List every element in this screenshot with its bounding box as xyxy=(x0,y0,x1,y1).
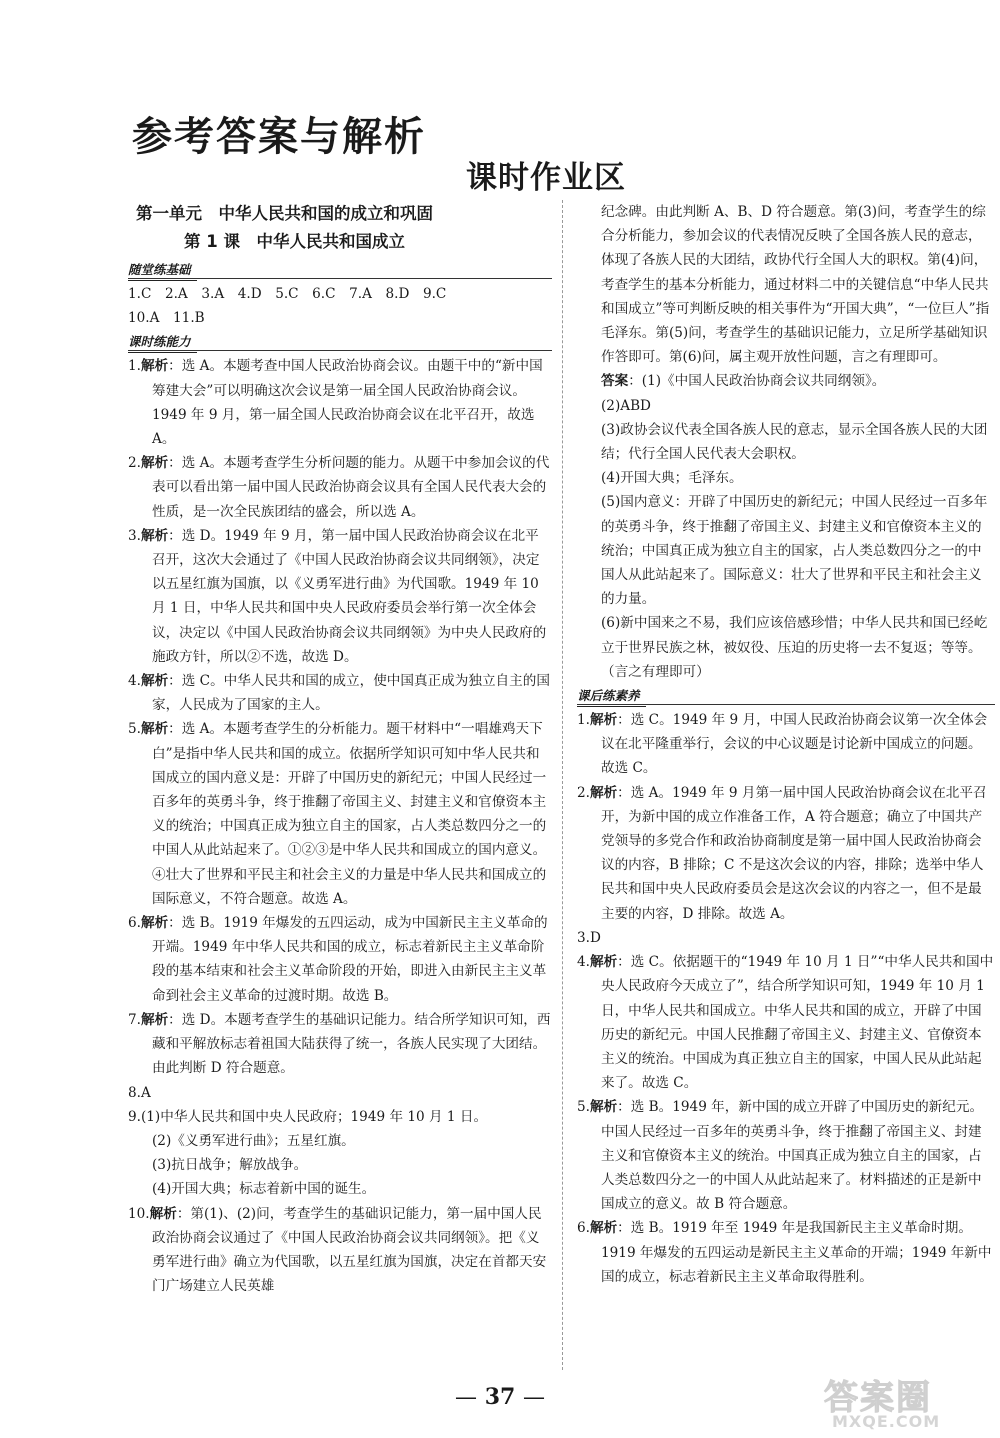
section-tag-row xyxy=(128,258,552,282)
answer-item xyxy=(577,708,995,781)
page-dash-left: — xyxy=(455,1385,478,1410)
item-text: ：选 B。1949 年，新中国的成立开辟了中国历史的新纪元。中国人民经过一百多年的英勇斗争，终于推翻了帝国主义、封建主义和官僚资本主义的统治。中国真正成为独立自主的国家，占人类总数四分之一的中国人从此站起来了。材料描述的正是新中国成立的意义。故 B 符合题意。 xyxy=(601,1099,984,1213)
section-tag-row xyxy=(577,684,995,708)
item-text: ：选 A。本题考查学生的分析能力。题干材料中“一唱雄鸡天下白”是指中华人民共和国的成立。依据所学知识可知中华人民共和国成立的国内意义是：开辟了中国历史的新纪元；中国人民经过一百多年的英勇斗争，终于推翻了帝国主义、封建主义和官僚资本主义的统治；中国真正成为独立自主的国家，占人类总数四分之一的中国人从此站起来了。①②③是中华人民共和国成立的国内意义。④壮大了世界和平民主和社会主义的力量是中华人民共和国成立的国际意义，不符合题意。故选 A。 xyxy=(152,721,547,907)
watermark-url: MXQE.COM xyxy=(832,1412,941,1431)
item-label: 解析 xyxy=(589,784,618,801)
answer-item xyxy=(577,1095,995,1216)
answer-item xyxy=(577,950,995,1095)
answer-item xyxy=(128,451,552,524)
item-text: ：选 C。1949 年 9 月，中国人民政治协商会议第一次全体会议在北平隆重举行，会议的中心议题是讨论新中国成立的问题。故选 C。 xyxy=(601,712,988,777)
item-number: 4. xyxy=(577,954,590,971)
answer-block-first xyxy=(577,369,995,393)
item-label: 解析 xyxy=(140,1011,169,1028)
main-title: 参考答案与解析 xyxy=(132,114,426,160)
answer-item xyxy=(128,354,552,451)
answer-line: (3)政协会议代表全国各族人民的意志，显示全国各族人民的大团结；代行全国人民代表大会职权。 xyxy=(601,421,988,463)
item-number: 10. xyxy=(128,1205,150,1222)
page-number-value: 37 xyxy=(484,1384,516,1410)
answer-item-8: 8.A xyxy=(128,1084,151,1101)
item-text: ：选 C。中华人民共和国的成立，使中国真正成为独立自主的国家，人民成为了国家的主人。 xyxy=(152,673,550,714)
continuation-text: 纪念碑。由此判断 A、B、D 符合题意。第(3)问，考查学生的综合分析能力，参加会议的代表情况反映了全国各族人民的意志，体现了各族人民的大团结，政协代行全国人大的职权。第(4)问，考查学生的基本分析能力，通过材料二中的关键信息“中华人民共和国成立”等可判断反映的相关事件为“开国大典”，“一位巨人”指毛泽东。第(5)问，考查学生的基础识记能力，立足所学基础知识作答即可。第(6)问，属主观开放性问题，言之有理即可。 xyxy=(601,204,990,366)
item-text: ：第(1)、(2)问，考查学生的基础识记能力，第一届中国人民政治协商会议通过了《中国人民政治协商会议共同纲领》。把《义勇军进行曲》确立为代国歌，以五星红旗为国旗，决定在首都天安门广场建立人民英雄 xyxy=(152,1205,547,1295)
answer-item xyxy=(577,781,995,926)
item-number: 1. xyxy=(128,358,141,375)
item-label: 解析 xyxy=(140,915,169,932)
basic-answers-line-2: 10.A 11.B xyxy=(128,310,205,327)
item-label: 解析 xyxy=(140,358,169,375)
item-text: ：选 C。依据题干的“1949 年 10 月 1 日”“中华人民共和国中央人民政府今天成立了”，结合所学知识可知，1949 年 10 月 1 日，中华人民共和国成立。中华人民共和国的成立，开辟了中国历史的新纪元。中国人民推翻了帝国主义、封建主义、官僚资本主义的统治。中国成为真正独立自主的国家，中国人民从此站起来了。故选 C。 xyxy=(601,954,994,1092)
answer-item xyxy=(128,524,552,669)
answer-item-9-line: (4)开国大典；标志着新中国的诞生。 xyxy=(152,1181,376,1198)
column-divider xyxy=(562,200,563,1370)
item-number: 5. xyxy=(577,1099,590,1116)
answer-item xyxy=(128,717,552,911)
answer-item xyxy=(577,1216,995,1289)
item-text: ：选 A。1949 年 9 月第一届中国人民政治协商会议在北平召开，为新中国的成立作准备工作，A 符合题意；确立了中国共产党领导的多党合作和政治协商制度是第一届中国人民政治协商会议的内容，B 排除；C 不是这次会议的内容，排除；选举中华人民共和国中央人民政府委员会是这次会议的内容之一，但不是最主要的内容，D 排除。故选 A。 xyxy=(601,784,987,922)
watermark-text: 答案圈 xyxy=(824,1378,932,1418)
item-number: 7. xyxy=(128,1011,141,1028)
item-label: 解析 xyxy=(140,527,169,544)
answer-item-9-line: (3)抗日战争；解放战争。 xyxy=(152,1157,308,1174)
item-label: 解析 xyxy=(149,1205,177,1222)
lesson-heading: 第 1 课 中华人民共和国成立 xyxy=(184,232,405,251)
item-label: 解析 xyxy=(140,455,169,472)
unit-heading: 第一单元 中华人民共和国的成立和巩固 xyxy=(136,204,433,223)
watermark-logo xyxy=(818,1370,994,1432)
item-label: 解析 xyxy=(589,954,618,971)
item-number: 5. xyxy=(128,721,141,738)
item-text: ：选 A。本题考查中国人民政治协商会议。由题干中的“新中国筹建大会”可以明确这次会议是第一届全国人民政治协商会议。1949 年 9 月，第一届全国人民政治协商会议在北平召开，故选 A。 xyxy=(152,358,543,448)
answer-item-9-line: (2)《义勇军进行曲》；五星红旗。 xyxy=(152,1132,355,1149)
item-number: 3. xyxy=(128,527,141,544)
right-column xyxy=(577,200,995,1289)
basic-answers-line-1: 1.C 2.A 3.A 4.D 5.C 6.C 7.A 8.D 9.C xyxy=(128,286,447,302)
item-number: 2. xyxy=(577,784,590,801)
answer-line: ：(1)《中国人民政治协商会议共同纲领》。 xyxy=(628,373,886,390)
item-label: 解析 xyxy=(589,1099,618,1116)
answer-item xyxy=(577,926,995,950)
item-text: ：选 A。本题考查学生分析问题的能力。从题干中参加会议的代表可以看出第一届中国人民政治协商会议具有全国人民代表大会的性质，是一次全民族团结的盛会，所以选 A。 xyxy=(152,455,550,520)
page-number xyxy=(455,1384,545,1410)
answer-item xyxy=(128,1008,552,1081)
answer-line: (2)ABD xyxy=(601,397,651,414)
section-title: 课时作业区 xyxy=(466,160,626,196)
item-label: 解析 xyxy=(140,721,169,738)
answer-item xyxy=(128,911,552,1008)
answer-line: (6)新中国来之不易，我们应该倍感珍惜；中华人民共和国已经屹立于世界民族之林，被奴役、压迫的历史将一去不复返；等等。（言之有理即可） xyxy=(601,615,988,680)
item-text: ：选 B。1919 年至 1949 年是我国新民主主义革命时期。1919 年爆发的五四运动是新民主主义革命的开端；1949 年新中国的成立，标志着新民主主义革命取得胜利。 xyxy=(601,1220,992,1285)
answer-item xyxy=(128,669,552,717)
answer-label: 答案 xyxy=(601,373,629,390)
item-label: 解析 xyxy=(589,1220,618,1237)
answer-item-10 xyxy=(128,1202,552,1299)
item-label: 解析 xyxy=(589,712,618,729)
item-number: 4. xyxy=(128,673,141,690)
left-column xyxy=(128,200,552,1298)
item-text: 3.D xyxy=(577,929,601,946)
item-text: ：选 D。1949 年 9 月，第一届中国人民政治协商会议在北平召开，这次大会通过了《中国人民政治协商会议共同纲领》，决定以五星红旗为国旗，以《义勇军进行曲》为代国歌。1949 年 10 月 1 日，中华人民共和国中央人民政府委员会举行第一次全体会议，决定以《中国人民政治协商会议共同纲领》为中央人民政府的施政方针，所以②不选，故选 D。 xyxy=(152,527,547,665)
item-number: 6. xyxy=(128,915,141,932)
item-number: 1. xyxy=(577,712,590,729)
answer-line: (4)开国大典；毛泽东。 xyxy=(601,470,743,487)
answer-line: (5)国内意义：开辟了中国历史的新纪元；中国人民经过一百多年的英勇斗争，终于推翻了帝国主义、封建主义和官僚资本主义的统治；中国真正成为独立自主的国家，占人类总数四分之一的中国人从此站起来了。国际意义：壮大了世界和平民主和社会主义的力量。 xyxy=(601,494,988,608)
section-tag-row xyxy=(128,330,552,354)
section-tag-ability: 课时练能力 xyxy=(128,332,197,353)
section-tag-after: 课后练素养 xyxy=(577,686,646,707)
item-label: 解析 xyxy=(140,673,169,690)
item-number: 6. xyxy=(577,1220,590,1237)
item-number: 2. xyxy=(128,455,141,472)
item-text: ：选 B。1919 年爆发的五四运动，成为中国新民主主义革命的开端。1949 年中华人民共和国的成立，标志着新民主主义革命阶段的基本结束和社会主义革命阶段的开始，即进入由新民主主义革命到社会主义革命的过渡时期。故选 B。 xyxy=(152,915,548,1004)
answer-item-9-line: 9.(1)中华人民共和国中央人民政府；1949 年 10 月 1 日。 xyxy=(128,1108,488,1125)
section-tag-basic: 随堂练基础 xyxy=(128,260,197,281)
item-text: ：选 D。本题考查学生的基础识记能力。结合所学知识可知，西藏和平解放标志着祖国大陆获得了统一，各族人民实现了大团结。由此判断 D 符合题意。 xyxy=(152,1011,551,1077)
page-dash-right: — xyxy=(522,1385,545,1410)
